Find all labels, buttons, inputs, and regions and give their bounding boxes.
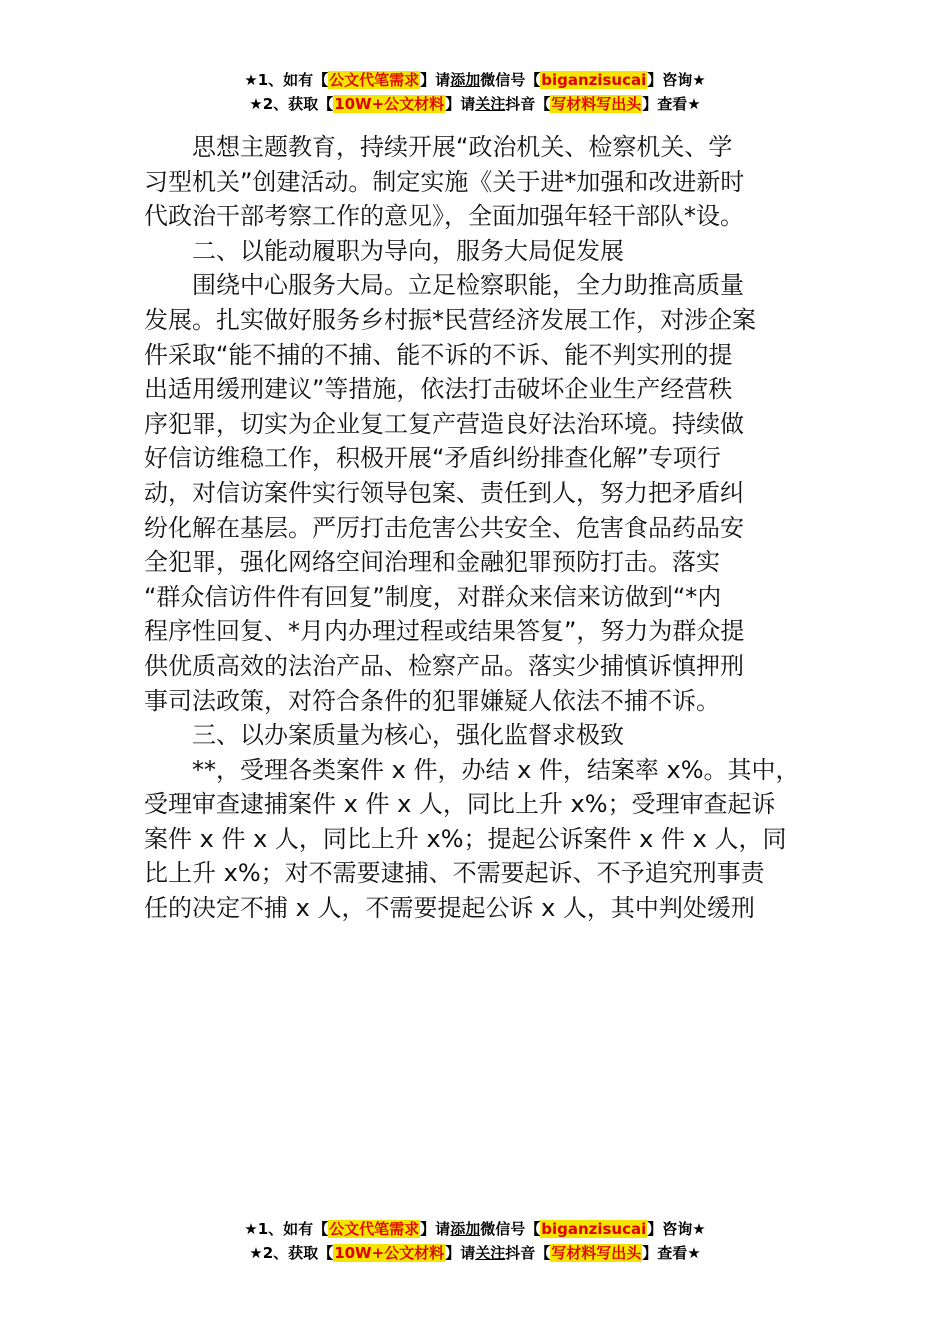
document-body [144, 130, 814, 926]
footer-banner [0, 1217, 950, 1265]
banner-text: ★1、如有【 [244, 1220, 329, 1238]
banner-highlight: biganzisucai [541, 1220, 647, 1238]
paragraph-line: 件采取“能不捕的不捕、能不诉的不诉、能不判实刑的提 [144, 340, 733, 369]
banner-emphasis: 添加 [450, 71, 481, 89]
banner-emphasis: 关注 [475, 95, 506, 113]
banner-highlight: 10W+公文材料 [334, 1244, 445, 1262]
paragraph-line: 发展。扎实做好服务乡村振*民营经济发展工作，对涉企案 [144, 305, 756, 334]
banner-text: 抖音【 [505, 95, 551, 113]
banner-emphasis: 添加 [450, 1220, 481, 1238]
banner-text: 】咨询★ [647, 71, 706, 89]
banner-text: 微信号【 [480, 71, 541, 89]
paragraph-line: 思想主题教育，持续开展“政治机关、检察机关、学 [192, 133, 733, 161]
banner-text: 】请 [445, 95, 476, 113]
banner-highlight: 写材料写出头 [551, 1244, 642, 1262]
banner-highlight: 写材料写出头 [551, 95, 642, 113]
paragraph-line: 出适用缓刑建议”等措施，依法打击破坏企业生产经营秩 [144, 375, 733, 404]
header-banner [0, 68, 950, 116]
banner-text: 】查看★ [642, 1244, 701, 1262]
banner-text: 】请 [420, 1220, 451, 1238]
paragraph-line: 动，对信访案件实行领导包案、责任到人，努力把矛盾纠 [144, 478, 744, 507]
paragraph-line: 纷化解在基层。严厉打击危害公共安全、危害食品药品安 [144, 513, 744, 542]
banner-text: ★1、如有【 [244, 71, 329, 89]
paragraph-line: 序犯罪，切实为企业复工复产营造良好法治环境。持续做 [144, 409, 744, 438]
banner-text: 】请 [420, 71, 451, 89]
footer-banner-line-1 [0, 1217, 950, 1241]
paragraph-line: 比上升 x%；对不需要逮捕、不需要起诉、不予追究刑事责 [144, 859, 765, 888]
footer-banner-line-2 [0, 1241, 950, 1265]
section-heading: 二、以能动履职为导向，服务大局促发展 [192, 236, 624, 265]
banner-text: 】查看★ [642, 95, 701, 113]
paragraph-line: **，受理各类案件 x 件，办结 x 件，结案率 x%。其中， [192, 755, 800, 784]
header-banner-line-2 [0, 92, 950, 116]
paragraph-line: 任的决定不捕 x 人，不需要提起公诉 x 人，其中判处缓刑 [144, 894, 755, 923]
paragraph-line: 受理审查逮捕案件 x 件 x 人，同比上升 x%；受理审查起诉 [144, 790, 776, 819]
banner-highlight: 10W+公文材料 [334, 95, 445, 113]
paragraph-line: 全犯罪，强化网络空间治理和金融犯罪预防打击。落实 [144, 548, 720, 577]
banner-text: 微信号【 [480, 1220, 541, 1238]
header-banner-line-1 [0, 68, 950, 92]
banner-text: ★2、获取【 [249, 1244, 334, 1262]
paragraph-line: “群众信访件件有回复”制度，对群众来信来访做到“*内 [144, 582, 722, 611]
banner-text: 抖音【 [505, 1244, 551, 1262]
banner-highlight: biganzisucai [541, 71, 647, 89]
paragraph-line: 案件 x 件 x 人，同比上升 x%；提起公诉案件 x 件 x 人，同 [144, 824, 787, 853]
section-heading: 三、以办案质量为核心，强化监督求极致 [192, 721, 624, 750]
banner-text: 】请 [445, 1244, 476, 1262]
paragraph-line: 习型机关”创建活动。制定实施《关于进*加强和改进新时 [144, 167, 745, 196]
banner-text: 】咨询★ [647, 1220, 706, 1238]
banner-text: ★2、获取【 [249, 95, 334, 113]
paragraph-line: 供优质高效的法治产品、检察产品。落实少捕慎诉慎押刑 [144, 651, 744, 680]
paragraph-line: 代政治干部考察工作的意见》，全面加强年轻干部队*设。 [144, 202, 744, 231]
banner-emphasis: 关注 [475, 1244, 506, 1262]
paragraph-line: 好信访维稳工作，积极开展“矛盾纠纷排查化解”专项行 [144, 444, 721, 473]
banner-highlight: 公文代笔需求 [329, 71, 420, 89]
paragraph-line: 程序性回复、*月内办理过程或结果答复”，努力为群众提 [144, 617, 745, 646]
paragraph-line: 围绕中心服务大局。立足检察职能，全力助推高质量 [192, 271, 744, 300]
paragraph-line: 事司法政策，对符合条件的犯罪嫌疑人依法不捕不诉。 [144, 686, 720, 715]
banner-highlight: 公文代笔需求 [329, 1220, 420, 1238]
